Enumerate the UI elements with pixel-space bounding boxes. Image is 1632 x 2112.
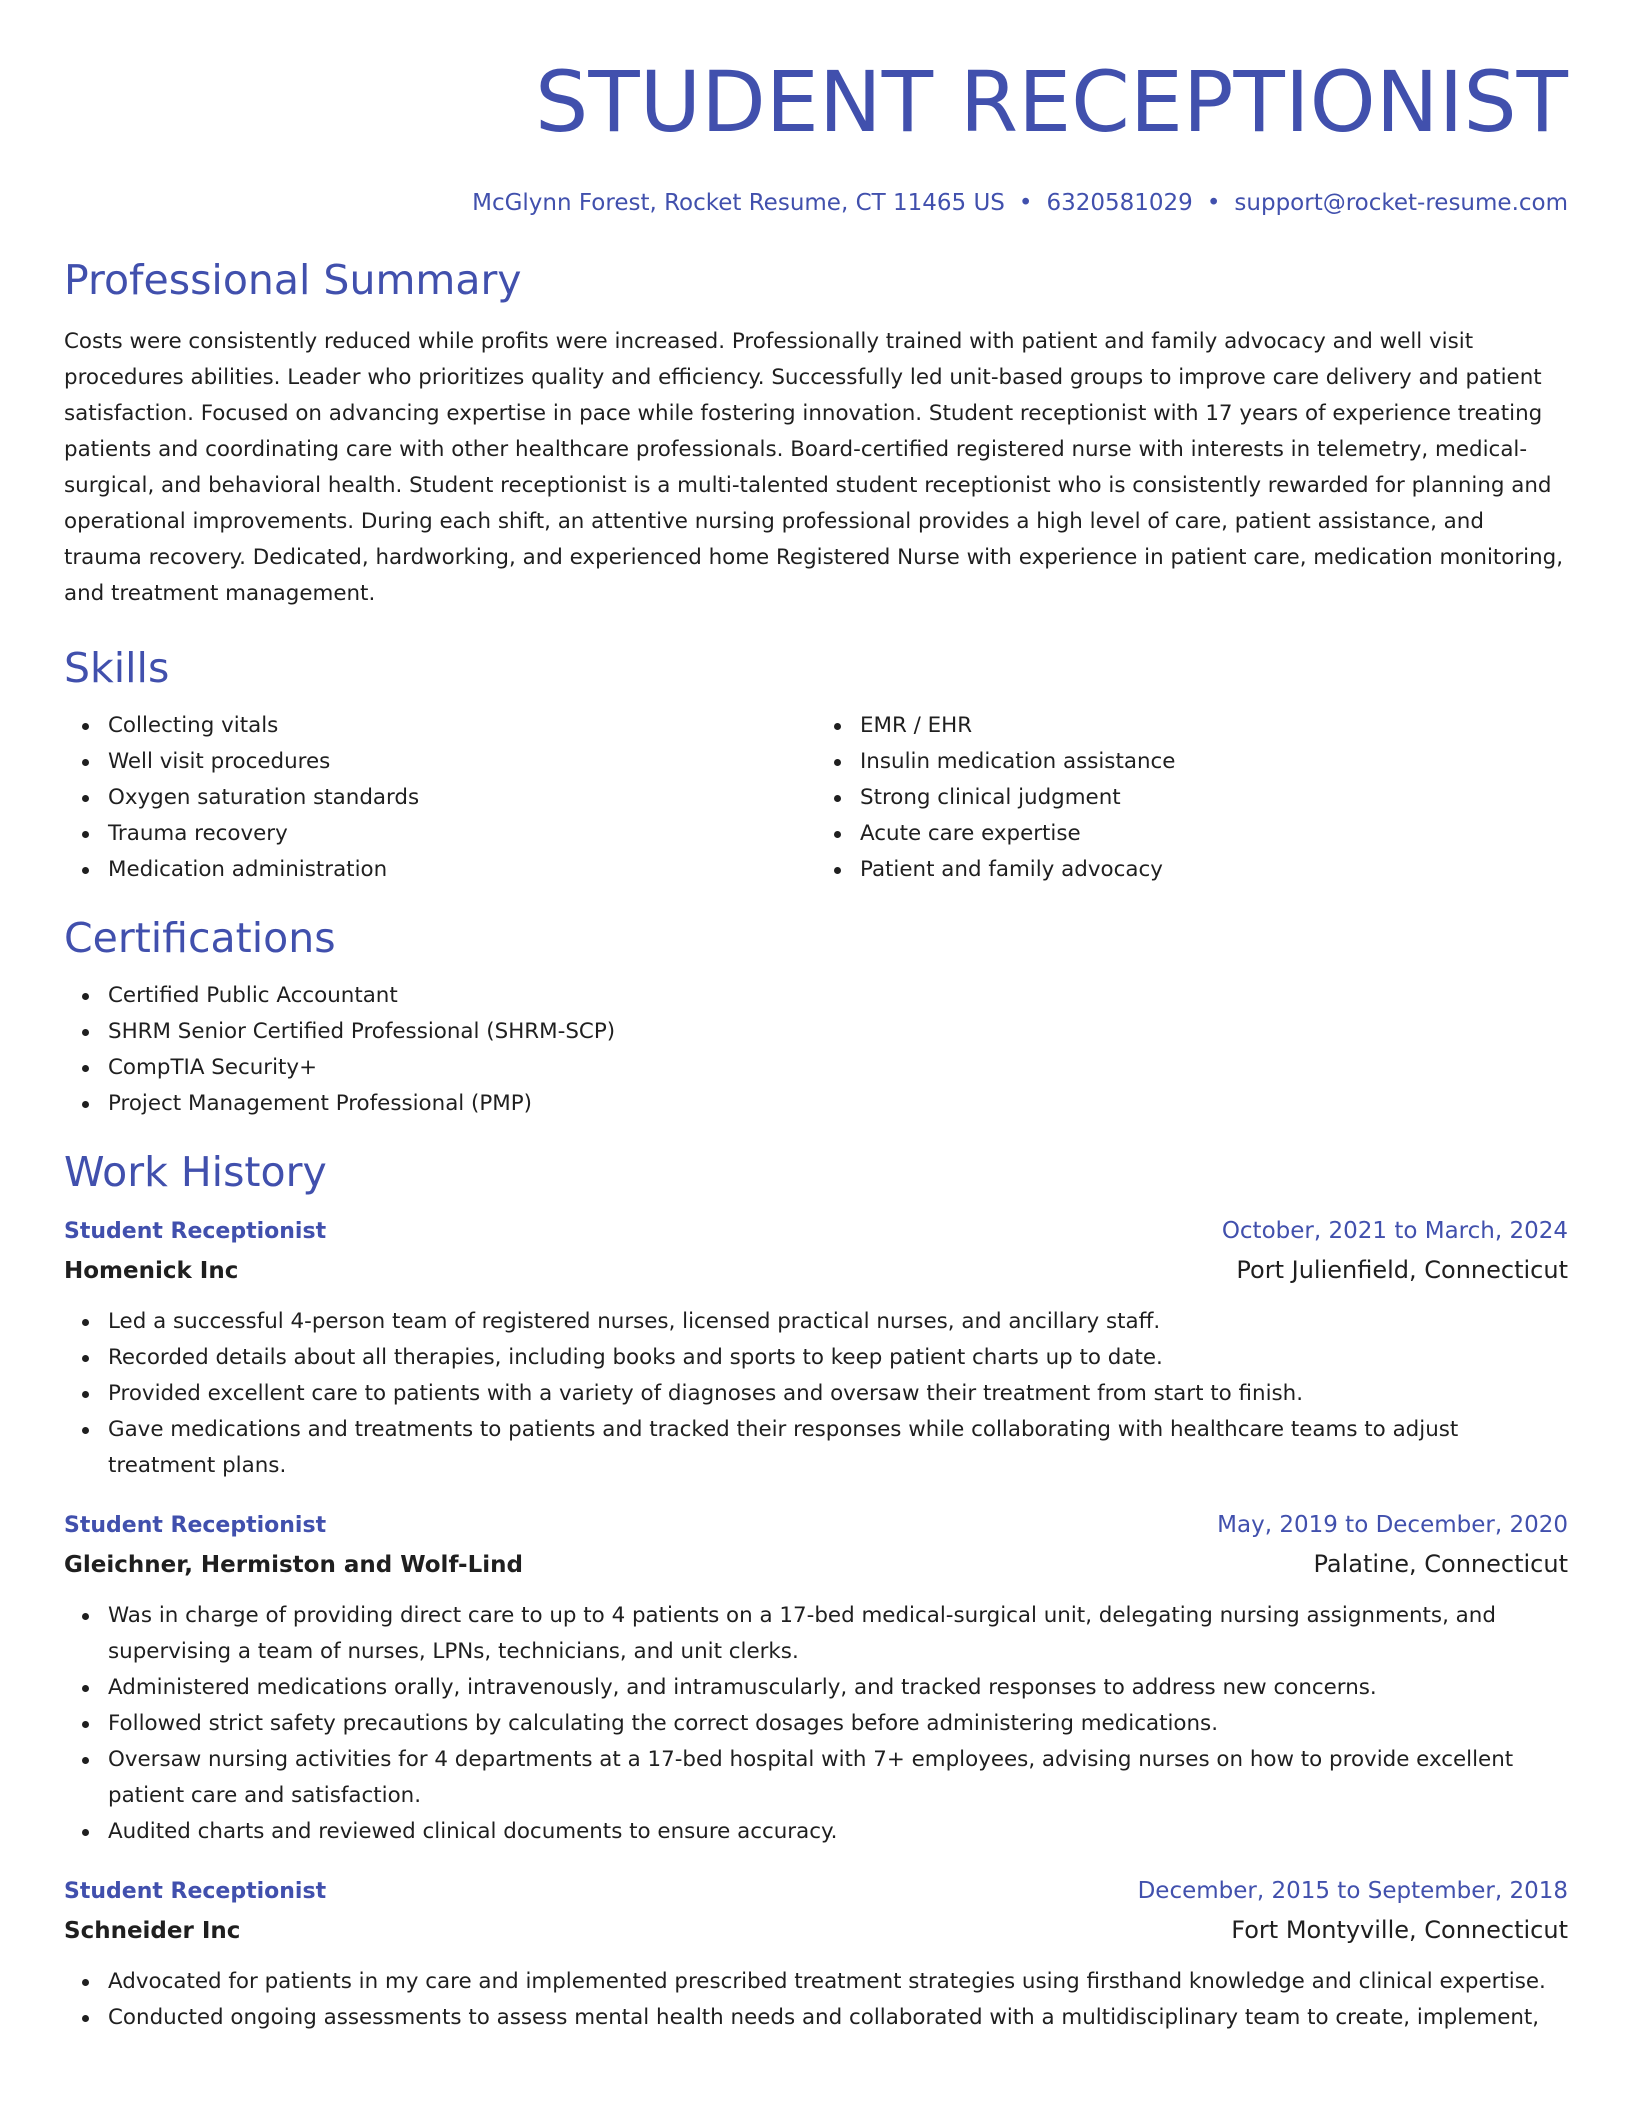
contact-email: support@rocket-resume.com [1234,190,1568,216]
certification-item: SHRM Senior Certified Professional (SHRM-SCP) [108,1014,1568,1050]
section-title-certifications: Certifications [64,914,336,962]
certification-item: Project Management Professional (PMP) [108,1086,1568,1122]
contact-address: McGlynn Forest, Rocket Resume, CT 11465 US [472,190,1005,216]
job-entry [64,1506,1568,1850]
job-bullet: Provided excellent care to patients with a variety of diagnoses and oversaw their treatment from start to finish. [108,1376,1568,1412]
skill-item: EMR / EHR [860,708,1568,744]
job-bullet: Followed strict safety precautions by calculating the correct dosages before administering medications. [108,1706,1568,1742]
contact-separator: • [1018,190,1033,216]
job-dates: December, 2015 to September, 2018 [1137,1878,1568,1904]
job-bullets [64,1304,1568,1484]
certifications-list [64,978,1568,1122]
job-bullets [64,1964,1568,2036]
job-bullet: Oversaw nursing activities for 4 departments at a 17-bed hospital with 7+ employees, advising nurses on how to provide excellent patient care and satisfaction. [108,1742,1568,1814]
job-bullet: Audited charts and reviewed clinical documents to ensure accuracy. [108,1814,1568,1850]
job-location: Fort Montyville, Connecticut [1231,1916,1568,1944]
job-bullet: Advocated for patients in my care and implemented prescribed treatment strategies using firsthand knowledge and clinical expertise. [108,1964,1568,2000]
skill-item: Medication administration [108,852,816,888]
skill-item: Trauma recovery [108,816,816,852]
job-entry [64,1872,1568,2036]
skill-item: Insulin medication assistance [860,744,1568,780]
job-dates: May, 2019 to December, 2020 [1217,1512,1568,1538]
summary-text: Costs were consistently reduced while profits were increased. Professionally trained with patient and family advocacy and well visit procedures abilities. Leader who prioritizes quality and efficiency. Successfully led unit-based groups to improve care delivery and patient satisfaction. Focused on advancing expertise in pace while fostering innovation. Student receptionist with 17 years of experience treating patients and coordinating care with other healthcare professionals. Board-certified registered nurse with interests in telemetry, medical-surgical, and behavioral health. Student receptionist is a multi-talented student receptionist who is consistently rewarded for planning and operational improvements. During each shift, an attentive nursing professional provides a high level of care, patient assistance, and trauma recovery. Dedicated, hardworking, and experienced home Registered Nurse with experience in patient care, medication monitoring, and treatment management. [64,329,1564,606]
job-title: Student Receptionist [64,1879,327,1904]
job-title: Student Receptionist [64,1513,327,1538]
skill-item: Patient and family advocacy [860,852,1568,888]
job-location: Port Julienfield, Connecticut [1236,1256,1568,1284]
contact-separator: • [1206,190,1221,216]
job-bullets [64,1598,1568,1850]
contact-line [64,188,1568,218]
job-company: Schneider Inc [64,1918,241,1944]
job-dates: October, 2021 to March, 2024 [1221,1218,1568,1244]
resume-header [64,0,1568,218]
certification-item: CompTIA Security+ [108,1050,1568,1086]
job-location: Palatine, Connecticut [1313,1550,1568,1578]
section-title-summary: Professional Summary [64,256,522,304]
candidate-name: STUDENT RECEPTIONIST [535,53,1568,151]
certification-item: Certified Public Accountant [108,978,1568,1014]
job-bullet: Was in charge of providing direct care to up to 4 patients on a 17-bed medical-surgical unit, delegating nursing assignments, and supervising a team of nurses, LPNs, technicians, and unit clerks. [108,1598,1568,1670]
job-company: Gleichner, Hermiston and Wolf-Lind [64,1552,523,1578]
skill-item: Acute care expertise [860,816,1568,852]
skill-item: Collecting vitals [108,708,816,744]
job-title: Student Receptionist [64,1219,327,1244]
section-title-skills: Skills [64,644,170,692]
contact-phone: 6320581029 [1046,190,1193,216]
job-company: Homenick Inc [64,1258,239,1284]
skills-list-right [816,708,1568,888]
job-bullet: Led a successful 4-person team of registered nurses, licensed practical nurses, and ancillary staff. [108,1304,1568,1340]
job-bullet: Recorded details about all therapies, including books and sports to keep patient charts up to date. [108,1340,1568,1376]
section-title-work-history: Work History [64,1148,327,1196]
skills-list-left [64,708,816,888]
skills-grid [64,708,1568,888]
skill-item: Strong clinical judgment [860,780,1568,816]
job-bullet: Conducted ongoing assessments to assess mental health needs and collaborated with a multidisciplinary team to create, implement, [108,2000,1568,2036]
job-entry [64,1212,1568,1484]
job-bullet: Gave medications and treatments to patients and tracked their responses while collaborating with healthcare teams to adjust treatment plans. [108,1412,1568,1484]
skill-item: Well visit procedures [108,744,816,780]
job-bullet: Administered medications orally, intravenously, and intramuscularly, and tracked responses to address new concerns. [108,1670,1568,1706]
skill-item: Oxygen saturation standards [108,780,816,816]
